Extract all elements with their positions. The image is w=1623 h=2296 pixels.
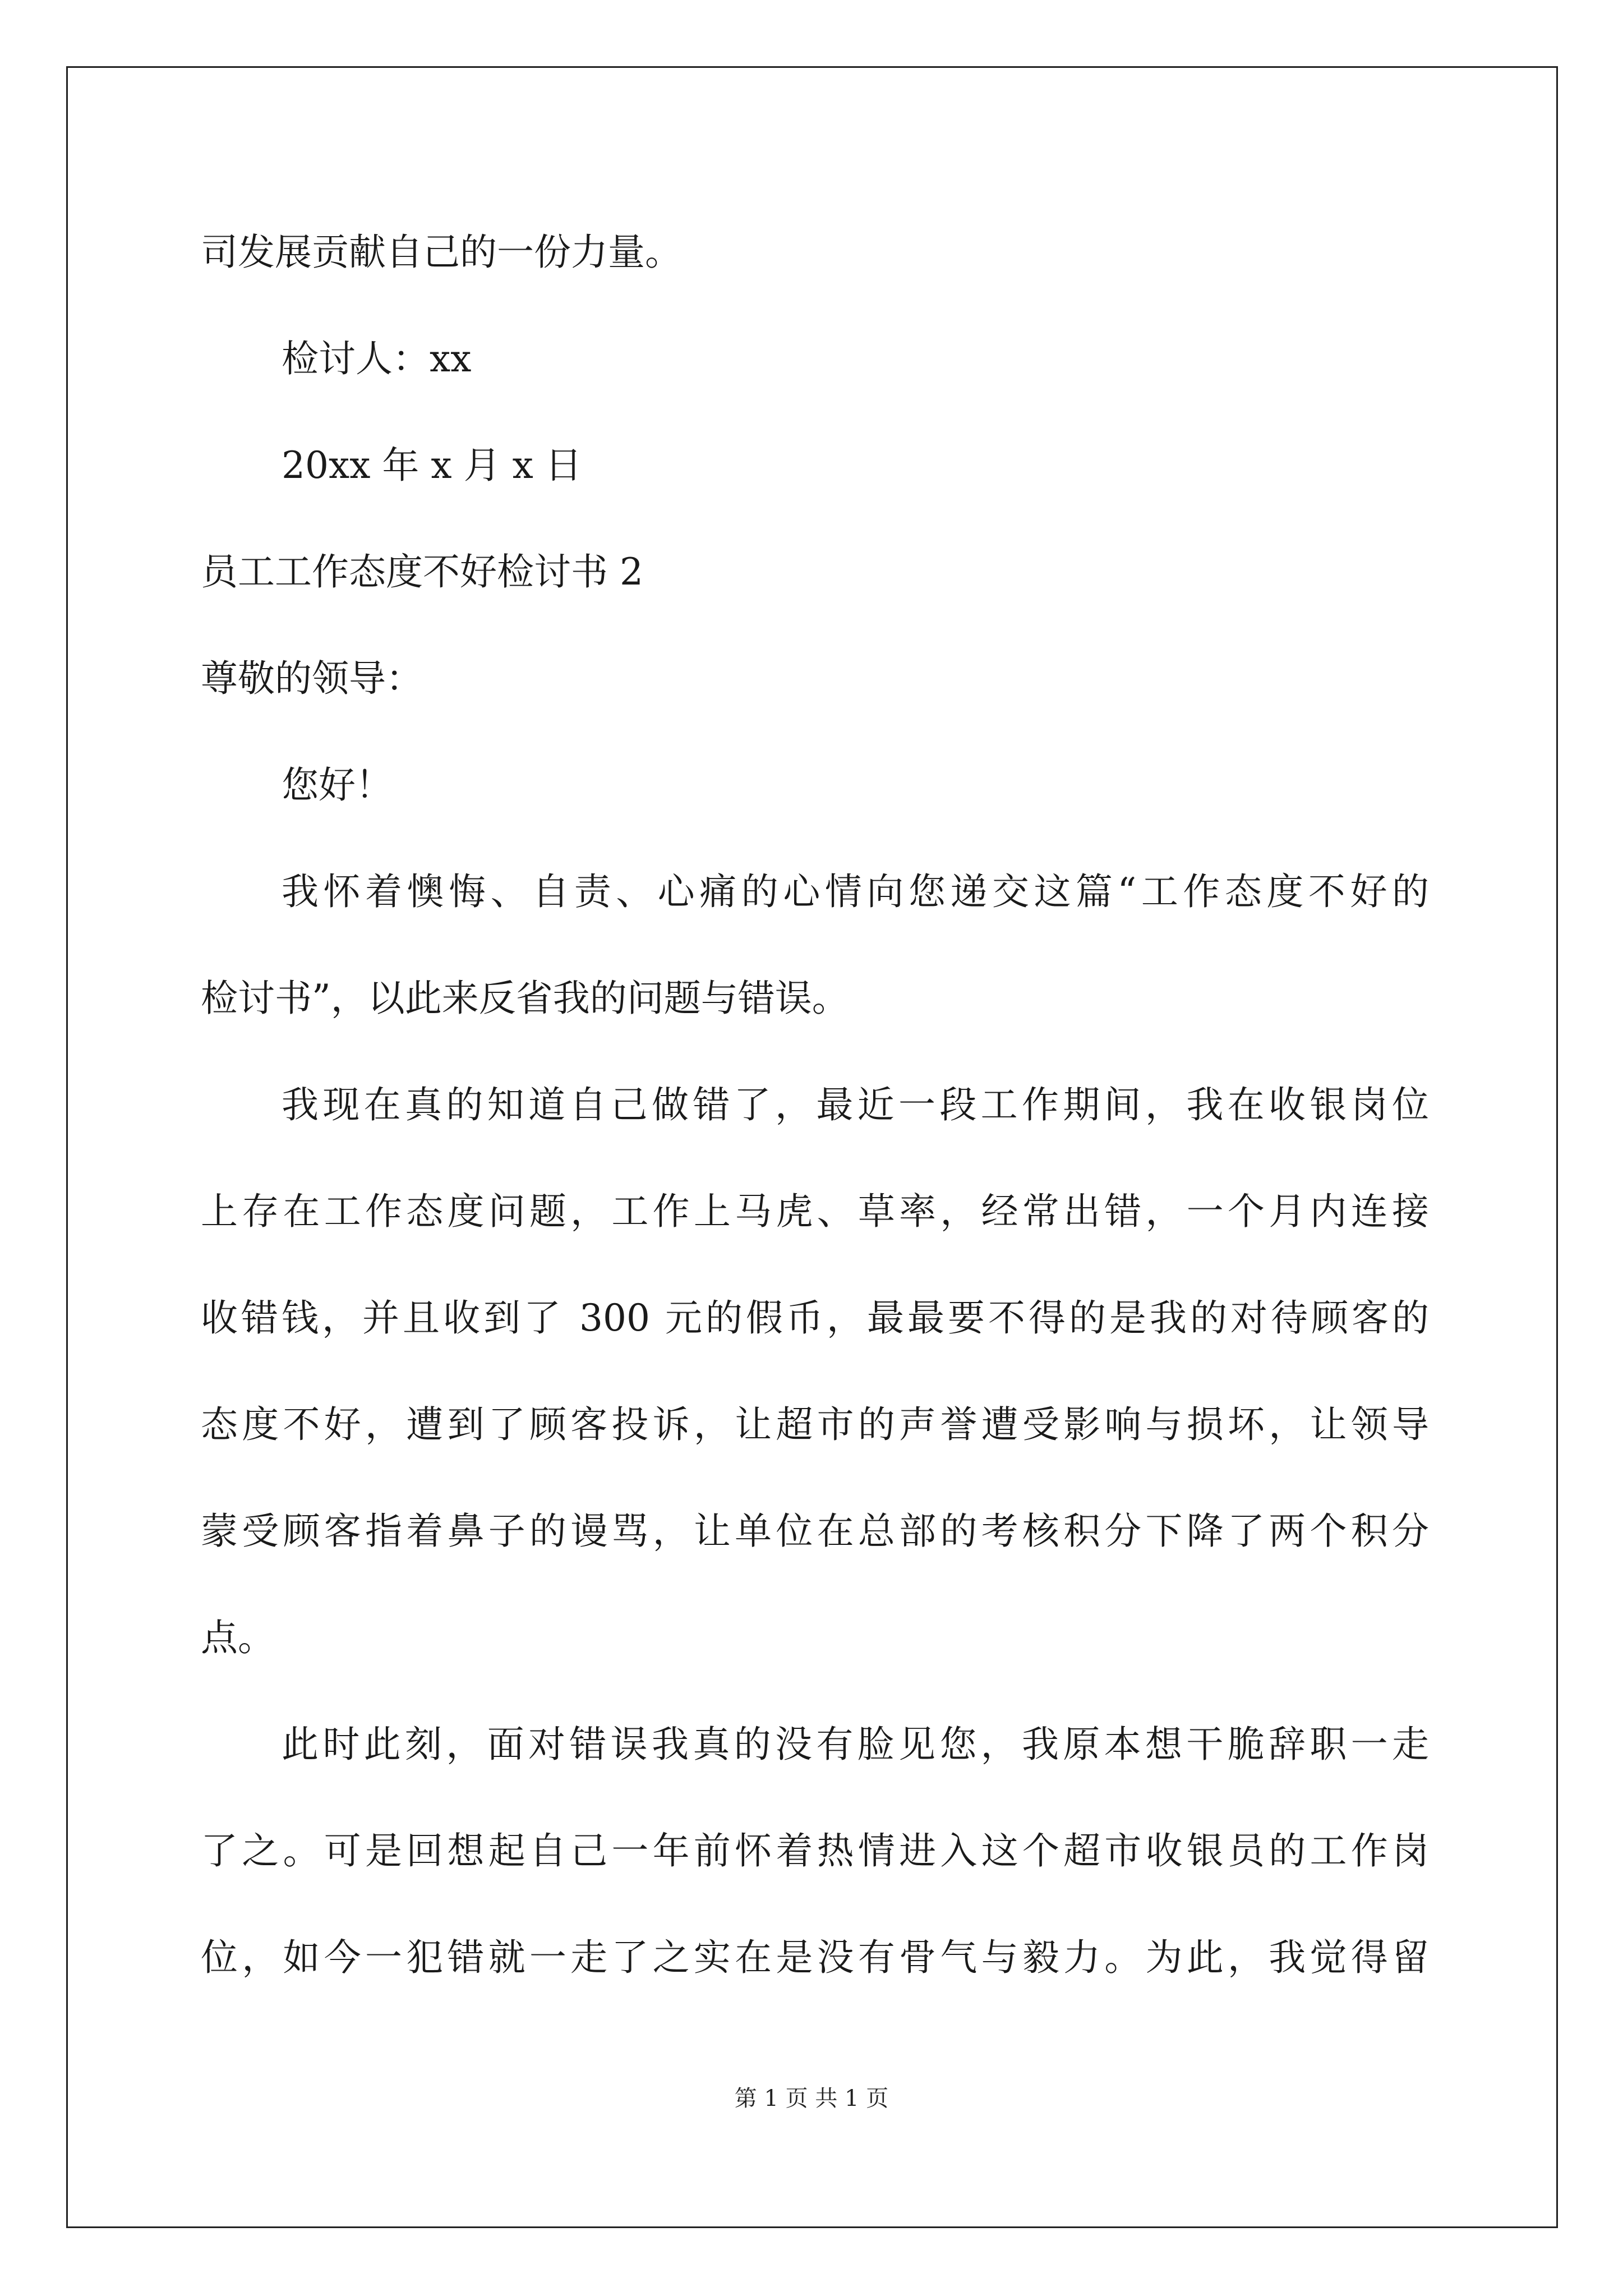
paragraph-line: 了之。可是回想起自己一年前怀着热情进入这个超市收银员的工作岗 [201,1829,1429,1872]
paragraph-line: 上存在工作态度问题，工作上马虎、草率，经常出错，一个月内连接 [201,1190,1429,1233]
date-line: 20xx 年 x 月 x 日 [282,444,582,487]
salutation: 尊敬的领导： [201,657,423,700]
paragraph-line: 我怀着懊悔、自责、心痛的心情向您递交这篇“工作态度不好的 [282,870,1429,913]
paragraph-line: 我现在真的知道自己做错了，最近一段工作期间，我在收银岗位 [282,1083,1429,1126]
text-line: 司发展贡献自己的一份力量。 [201,231,682,274]
section-title: 员工工作态度不好检讨书 2 [201,550,643,593]
page-border [66,66,1558,2228]
signature-line: 检讨人：xx [282,337,472,380]
paragraph-line: 蒙受顾客指着鼻子的谩骂，让单位在总部的考核积分下降了两个积分 [201,1510,1429,1553]
greeting: 您好！ [282,763,393,807]
paragraph-line: 收错钱，并且收到了 300 元的假币，最最要不得的是我的对待顾客的 [201,1296,1429,1340]
paragraph-line: 检讨书”，以此来反省我的问题与错误。 [201,977,849,1020]
paragraph-line: 点。 [201,1616,275,1659]
paragraph-line: 位，如今一犯错就一走了之实在是没有骨气与毅力。为此，我觉得留 [201,1936,1429,1979]
paragraph-line: 态度不好，遭到了顾客投诉，让超市的声誉遭受影响与损坏，让领导 [201,1403,1429,1446]
paragraph-line: 此时此刻，面对错误我真的没有脸见您，我原本想干脆辞职一走 [282,1723,1429,1766]
page-footer: 第 1 页 共 1 页 [734,2086,889,2111]
